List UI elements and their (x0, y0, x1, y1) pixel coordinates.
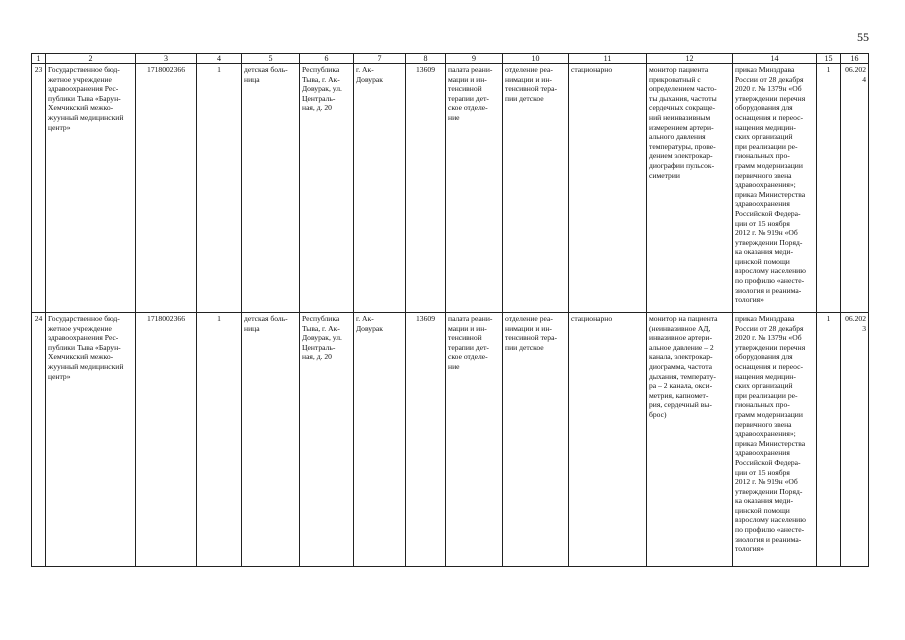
row-number: 23 (32, 64, 46, 313)
quantity-cell: 1 (817, 313, 841, 567)
ward-cell: палата реани- мации и ин- тенсивной терапии дет- ское отделе- ние (446, 313, 503, 567)
col-header: 2 (46, 54, 136, 64)
col-header: 12 (647, 54, 733, 64)
col-header: 1 (32, 54, 46, 64)
organization-cell: Государственное бюд- жетное учреждение здравоохранения Рес- публики Тыва «Барун- Хемчикский межко- жуунный медицинский центр» (46, 313, 136, 567)
ward-cell: палата реани- мации и ин- тенсивной терапии дет- ское отделе- ние (446, 64, 503, 313)
code-cell: 13609 (406, 64, 446, 313)
department-cell: отделение реа- нимации и ин- тенсивной тера- пии детское (503, 64, 569, 313)
row-number: 24 (32, 313, 46, 567)
col-header: 7 (354, 54, 406, 64)
col-header: 11 (569, 54, 647, 64)
col-header: 5 (242, 54, 300, 64)
equipment-cell: монитор на пациента (неинвазивное АД, инвазивное артери- альное давление – 2 канала, электрокар- диограмма, частота дыхания, температу- ра – 2 канала, окси- метрия, капномет- рия, сердечный вы- брос) (647, 313, 733, 567)
facility-type-cell: детская боль- ница (242, 313, 300, 567)
equipment-table (31, 53, 869, 567)
facility-type-cell: детская боль- ница (242, 64, 300, 313)
col-header: 6 (300, 54, 354, 64)
address-cell: Республика Тыва, г. Ак- Довурак, ул. Централь- ная, д. 20 (300, 313, 354, 567)
inn-cell: 1718002366 (136, 313, 197, 567)
col-header: 16 (841, 54, 869, 64)
col-header: 15 (817, 54, 841, 64)
header-row (32, 54, 869, 64)
date-cell: 06.2023 (841, 313, 869, 567)
date-cell: 06.2024 (841, 64, 869, 313)
regulation-cell: приказ Минздрава России от 28 декабря 2020 г. № 1379н «Об утверждении перечня оборудования для оснащения и переос- нащения медицин- ских организаций при реализации ре- гиональных про- грамм модернизации первичного звена здравоохранения»; приказ Министерства здравоохранения Российской Федера- ции от 15 ноября 2012 г. № 919н «Об утверждении Поряд- ка оказания меди- цинской помощи взрослому населению по профилю «анесте- зиология и реанима- тология» (733, 313, 817, 567)
address-cell: Республика Тыва, г. Ак- Довурак, ул. Централь- ная, д. 20 (300, 64, 354, 313)
col-header: 3 (136, 54, 197, 64)
col-header: 8 (406, 54, 446, 64)
care-mode-cell: стационарно (569, 313, 647, 567)
col-header: 4 (197, 54, 242, 64)
col-header: 10 (503, 54, 569, 64)
quantity-cell: 1 (817, 64, 841, 313)
code-cell: 13609 (406, 313, 446, 567)
department-cell: отделение реа- нимации и ин- тенсивной тера- пии детское (503, 313, 569, 567)
care-mode-cell: стационарно (569, 64, 647, 313)
regulation-cell: приказ Минздрава России от 28 декабря 2020 г. № 1379н «Об утверждении перечня оборудования для оснащения и переос- нащения медицин- ских организаций при реализации ре- гиональных про- грамм модернизации первичного звена здравоохранения»; приказ Министерства здравоохранения Российской Федера- ции от 15 ноября 2012 г. № 919н «Об утверждении Поряд- ка оказания меди- цинской помощи взрослому населению по профилю «анесте- зиология и реанима- тология» (733, 64, 817, 313)
equipment-cell: монитор пациента прикроватный с определением часто- ты дыхания, частоты сердечных сокраще- ний неинвазивным измерением артери- ального давления температуры, прове- дением электрокар- диографии пульсок- симетрии (647, 64, 733, 313)
organization-cell: Государственное бюд- жетное учреждение здравоохранения Рес- публики Тыва «Барун- Хемчикский межко- жуунный медицинский центр» (46, 64, 136, 313)
col-header: 9 (446, 54, 503, 64)
col-header: 14 (733, 54, 817, 64)
city-cell: г. Ак- Довурак (354, 313, 406, 567)
city-cell: г. Ак- Довурак (354, 64, 406, 313)
table-row (32, 313, 869, 567)
cell-4: 1 (197, 313, 242, 567)
table-row (32, 64, 869, 313)
page-number: 55 (857, 30, 869, 44)
inn-cell: 1718002366 (136, 64, 197, 313)
cell-4: 1 (197, 64, 242, 313)
